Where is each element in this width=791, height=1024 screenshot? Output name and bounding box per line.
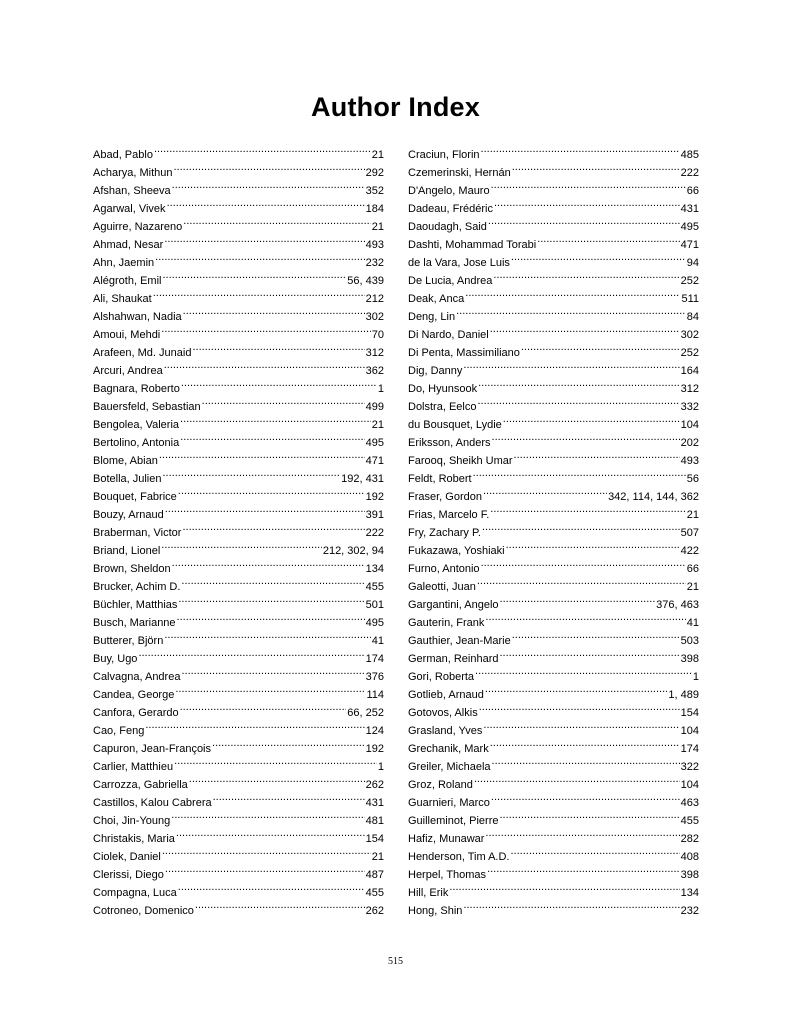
page-references: 312	[680, 383, 699, 395]
author-name: Frias, Marcelo F.	[408, 509, 490, 521]
dot-leader	[487, 860, 680, 878]
dot-leader	[492, 428, 680, 446]
dot-leader	[521, 338, 680, 356]
index-entry	[408, 140, 699, 161]
author-name: Gotlieb, Arnaud	[408, 689, 484, 701]
author-name: Buy, Ugo	[93, 653, 138, 665]
dot-leader	[463, 356, 679, 374]
page-references: 56	[686, 473, 699, 485]
author-name: Briand, Lionel	[93, 545, 161, 557]
dot-leader	[164, 626, 370, 644]
author-name: Herpel, Thomas	[408, 869, 487, 881]
dot-leader	[449, 878, 679, 896]
page-references: 21	[686, 581, 699, 593]
dot-leader	[178, 590, 364, 608]
author-name: Cotroneo, Domenico	[93, 905, 194, 917]
page-references: 184	[365, 203, 384, 215]
page-references: 21	[371, 419, 384, 431]
author-name: Dadeau, Frédéric	[408, 203, 493, 215]
dot-leader	[171, 806, 364, 824]
author-name: Bertolino, Antonia	[93, 437, 180, 449]
dot-leader	[164, 356, 365, 374]
author-name: Fukazawa, Yoshiaki	[408, 545, 505, 557]
dot-leader	[195, 896, 365, 914]
page-references: 431	[365, 797, 384, 809]
author-name: Aguirre, Nazareno	[93, 221, 183, 233]
page-references: 493	[365, 239, 384, 251]
dot-leader	[161, 320, 370, 338]
page-references: 455	[680, 815, 699, 827]
page-references: 232	[365, 257, 384, 269]
page-references: 104	[680, 779, 699, 791]
author-name: Deak, Anca	[408, 293, 465, 305]
author-name: Di Nardo, Daniel	[408, 329, 489, 341]
author-name: Braberman, Victor	[93, 527, 182, 539]
page-references: 362	[365, 365, 384, 377]
page-references: 391	[365, 509, 384, 521]
author-name: Christakis, Maria	[93, 833, 175, 845]
author-name: Afshan, Sheeva	[93, 185, 171, 197]
dot-leader	[511, 248, 686, 266]
page-references: 21	[371, 221, 384, 233]
dot-leader	[473, 464, 686, 482]
author-name: Amoui, Mehdi	[93, 329, 161, 341]
page-references: 104	[680, 419, 699, 431]
author-name: Hafiz, Munawar	[408, 833, 485, 845]
page-references: 312	[365, 347, 384, 359]
author-name: du Bousquet, Lydie	[408, 419, 502, 431]
author-name: Büchler, Matthias	[93, 599, 178, 611]
author-name: Compagna, Luca	[93, 887, 177, 899]
dot-leader	[167, 194, 365, 212]
dot-leader	[180, 698, 347, 716]
dot-leader	[161, 536, 322, 554]
page-references: 511	[681, 293, 699, 305]
page-references: 134	[365, 563, 384, 575]
dot-leader	[491, 788, 680, 806]
page-references: 192	[365, 491, 384, 503]
page-references: 212	[365, 293, 384, 305]
author-name: Choi, Jin-Young	[93, 815, 171, 827]
author-name: Craciun, Florin	[408, 149, 480, 161]
author-name: Hill, Erik	[408, 887, 449, 899]
author-name: Arcuri, Andrea	[93, 365, 163, 377]
page-references: 342, 114, 144, 362	[608, 491, 699, 503]
dot-leader	[189, 770, 365, 788]
dot-leader	[483, 482, 607, 500]
page-references: 202	[680, 437, 699, 449]
page-references: 262	[365, 779, 384, 791]
page-references: 154	[365, 833, 384, 845]
page-references: 495	[365, 617, 384, 629]
dot-leader	[165, 860, 365, 878]
dot-leader	[503, 410, 680, 428]
page-references: 252	[680, 275, 699, 287]
author-name: Greiler, Michaela	[408, 761, 491, 773]
dot-leader	[490, 320, 680, 338]
dot-leader	[183, 302, 365, 320]
dot-leader	[192, 338, 364, 356]
dot-leader	[490, 500, 685, 518]
dot-leader	[465, 284, 680, 302]
dot-leader	[180, 428, 364, 446]
author-name: Castillos, Kalou Cabrera	[93, 797, 212, 809]
author-name: Alshahwan, Nadia	[93, 311, 182, 323]
dot-leader	[479, 698, 680, 716]
page-references: 481	[365, 815, 384, 827]
dot-leader	[506, 536, 680, 554]
page-references: 66, 252	[347, 707, 384, 719]
page-references: 70	[371, 329, 384, 341]
page-references: 422	[680, 545, 699, 557]
dot-leader	[145, 716, 364, 734]
author-name: Gargantini, Angelo	[408, 599, 499, 611]
dot-leader	[537, 230, 679, 248]
page-references: 66	[686, 563, 699, 575]
author-name: Gauthier, Jean-Marie	[408, 635, 511, 647]
page-references: 463	[680, 797, 699, 809]
author-name: Do, Hyunsook	[408, 383, 478, 395]
page-references: 431	[680, 203, 699, 215]
dot-leader	[165, 500, 365, 518]
page-references: 322	[680, 761, 699, 773]
author-name: Bagnara, Roberto	[93, 383, 180, 395]
page-references: 124	[365, 725, 384, 737]
author-name: Brucker, Achim D.	[93, 581, 181, 593]
dot-leader	[178, 482, 365, 500]
dot-leader	[491, 176, 686, 194]
author-name: Acharya, Mithun	[93, 167, 173, 179]
dot-leader	[178, 878, 365, 896]
page-references: 21	[371, 149, 384, 161]
page-references: 471	[680, 239, 699, 251]
author-name: Ali, Shaukat	[93, 293, 152, 305]
dot-leader	[172, 176, 365, 194]
dot-leader	[500, 590, 656, 608]
author-name: Bouzy, Arnaud	[93, 509, 164, 521]
page-references: 41	[371, 635, 384, 647]
author-name: Di Penta, Massimiliano	[408, 347, 520, 359]
author-name: Farooq, Sheikh Umar	[408, 455, 513, 467]
page-references: 507	[680, 527, 699, 539]
page-references: 21	[686, 509, 699, 521]
dot-leader	[159, 446, 365, 464]
page-references: 192, 431	[341, 473, 384, 485]
page-title: Author Index	[311, 92, 480, 122]
author-name: Botella, Julien	[93, 473, 162, 485]
page-references: 485	[680, 149, 699, 161]
dot-leader	[176, 824, 365, 842]
dot-leader	[155, 248, 364, 266]
author-name: Busch, Marianne	[93, 617, 176, 629]
dot-leader	[181, 662, 364, 680]
author-name: Carrozza, Gabriella	[93, 779, 188, 791]
author-name: Feldt, Robert	[408, 473, 472, 485]
dot-leader	[154, 140, 371, 158]
author-name: German, Reinhard	[408, 653, 499, 665]
author-name: Czemerinski, Hernán	[408, 167, 511, 179]
index-entry	[93, 140, 384, 161]
author-name: Cao, Feng	[93, 725, 145, 737]
dot-leader	[153, 284, 365, 302]
page-references: 114	[366, 689, 384, 701]
dot-leader	[463, 896, 679, 914]
dot-leader	[500, 644, 680, 662]
dot-leader	[512, 626, 680, 644]
dot-leader	[175, 680, 365, 698]
dot-leader	[485, 680, 668, 698]
author-name: Butterer, Björn	[93, 635, 164, 647]
author-name: Canfora, Gerardo	[93, 707, 179, 719]
page-references: 408	[680, 851, 699, 863]
author-name: de la Vara, Jose Luis	[408, 257, 510, 269]
index-entry	[408, 878, 699, 899]
page-references: 302	[680, 329, 699, 341]
author-name: Fry, Zachary P.	[408, 527, 481, 539]
author-name: Ahn, Jaemin	[93, 257, 155, 269]
page-references: 1	[377, 761, 384, 773]
page-references: 282	[680, 833, 699, 845]
author-name: De Lucia, Andrea	[408, 275, 493, 287]
author-name: Clerissi, Diego	[93, 869, 164, 881]
page-references: 398	[680, 869, 699, 881]
page-references: 501	[365, 599, 384, 611]
author-name: Capuron, Jean-François	[93, 743, 212, 755]
dot-leader	[493, 266, 679, 284]
page-references: 495	[680, 221, 699, 233]
page-references: 455	[365, 887, 384, 899]
page-references: 134	[680, 887, 699, 899]
dot-leader	[183, 212, 370, 230]
dot-leader	[488, 212, 680, 230]
dot-leader	[474, 770, 680, 788]
author-name: Blome, Abian	[93, 455, 158, 467]
page-references: 41	[686, 617, 699, 629]
dot-leader	[138, 644, 364, 662]
dot-leader	[481, 140, 680, 158]
author-name: Eriksson, Anders	[408, 437, 491, 449]
author-name: Dolstra, Eelco	[408, 401, 477, 413]
author-name: Bengolea, Valeria	[93, 419, 180, 431]
dot-leader	[482, 518, 680, 536]
dot-leader	[177, 608, 365, 626]
dot-leader	[485, 824, 679, 842]
page-references: 292	[365, 167, 384, 179]
dot-leader	[162, 266, 346, 284]
page-references: 212, 302, 94	[322, 545, 384, 557]
dot-leader	[514, 446, 680, 464]
index-column-left	[93, 140, 384, 917]
dot-leader	[475, 662, 692, 680]
author-name: Abad, Pablo	[93, 149, 153, 161]
dot-leader	[490, 734, 680, 752]
author-name: Calvagna, Andrea	[93, 671, 181, 683]
page-references: 222	[365, 527, 384, 539]
page-references: 174	[365, 653, 384, 665]
page-references: 1	[692, 671, 699, 683]
dot-leader	[164, 230, 364, 248]
dot-leader	[173, 158, 364, 176]
author-name: Gauterin, Frank	[408, 617, 485, 629]
page-references: 252	[680, 347, 699, 359]
dot-leader	[202, 392, 365, 410]
page-references: 104	[680, 725, 699, 737]
dot-leader	[213, 788, 365, 806]
page-references: 471	[365, 455, 384, 467]
page-references: 398	[680, 653, 699, 665]
author-name: Grasland, Yves	[408, 725, 483, 737]
index-entry	[408, 896, 699, 917]
page-references: 495	[365, 437, 384, 449]
page-references: 376	[365, 671, 384, 683]
author-name: Henderson, Tim A.D.	[408, 851, 510, 863]
page-references: 455	[365, 581, 384, 593]
author-name: Alégroth, Emil	[93, 275, 162, 287]
page-references: 164	[680, 365, 699, 377]
page-references: 332	[680, 401, 699, 413]
page-references: 352	[365, 185, 384, 197]
dot-leader	[477, 392, 679, 410]
dot-leader	[163, 464, 341, 482]
page-references: 232	[680, 905, 699, 917]
author-name: Gori, Roberta	[408, 671, 475, 683]
page-references: 154	[680, 707, 699, 719]
author-name: Ciolek, Daniel	[93, 851, 161, 863]
page-references: 499	[365, 401, 384, 413]
page-references: 487	[365, 869, 384, 881]
author-name: Carlier, Matthieu	[93, 761, 174, 773]
page-references: 1	[377, 383, 384, 395]
author-name: Galeotti, Juan	[408, 581, 476, 593]
author-name: Guilleminot, Pierre	[408, 815, 499, 827]
page-references: 56, 439	[347, 275, 384, 287]
author-name: Groz, Roland	[408, 779, 473, 791]
author-name: Daoudagh, Said	[408, 221, 487, 233]
page-references: 94	[686, 257, 699, 269]
dot-leader	[512, 158, 680, 176]
author-name: Agarwal, Vivek	[93, 203, 166, 215]
dot-leader	[483, 716, 679, 734]
page-references: 84	[686, 311, 699, 323]
dot-leader	[499, 806, 679, 824]
dot-leader	[182, 518, 364, 536]
index-column-right	[408, 140, 699, 917]
author-name: Bouquet, Fabrice	[93, 491, 177, 503]
author-name: Brown, Sheldon	[93, 563, 171, 575]
dot-leader	[162, 842, 371, 860]
page-references: 1, 489	[668, 689, 699, 701]
author-name: Arafeen, Md. Junaid	[93, 347, 192, 359]
dot-leader	[485, 608, 685, 626]
page-references: 21	[371, 851, 384, 863]
page-references: 493	[680, 455, 699, 467]
author-name: Candea, George	[93, 689, 175, 701]
dot-leader	[181, 572, 364, 590]
dot-leader	[172, 554, 365, 572]
page-references: 192	[365, 743, 384, 755]
author-name: Guarnieri, Marco	[408, 797, 490, 809]
author-name: D'Angelo, Mauro	[408, 185, 490, 197]
dot-leader	[477, 572, 686, 590]
dot-leader	[180, 410, 371, 428]
author-name: Fraser, Gordon	[408, 491, 482, 503]
author-name: Furno, Antonio	[408, 563, 480, 575]
dot-leader	[511, 842, 680, 860]
dot-leader	[492, 752, 680, 770]
dot-leader	[456, 302, 686, 320]
page-references: 376, 463	[656, 599, 699, 611]
dot-leader	[181, 374, 377, 392]
page-references: 222	[680, 167, 699, 179]
page-references: 262	[365, 905, 384, 917]
author-name: Dig, Danny	[408, 365, 463, 377]
page-references: 503	[680, 635, 699, 647]
author-name: Gotovos, Alkis	[408, 707, 478, 719]
author-name: Ahmad, Nesar	[93, 239, 164, 251]
author-name: Deng, Lin	[408, 311, 456, 323]
page-references: 174	[680, 743, 699, 755]
dot-leader	[481, 554, 686, 572]
author-name: Hong, Shin	[408, 905, 463, 917]
page-references: 302	[365, 311, 384, 323]
dot-leader	[212, 734, 365, 752]
page-number: 515	[388, 956, 403, 967]
page-references: 66	[686, 185, 699, 197]
dot-leader	[174, 752, 377, 770]
author-name: Bauersfeld, Sebastian	[93, 401, 201, 413]
author-name: Dashti, Mohammad Torabi	[408, 239, 537, 251]
dot-leader	[478, 374, 680, 392]
author-name: Grechanik, Mark	[408, 743, 489, 755]
dot-leader	[494, 194, 680, 212]
